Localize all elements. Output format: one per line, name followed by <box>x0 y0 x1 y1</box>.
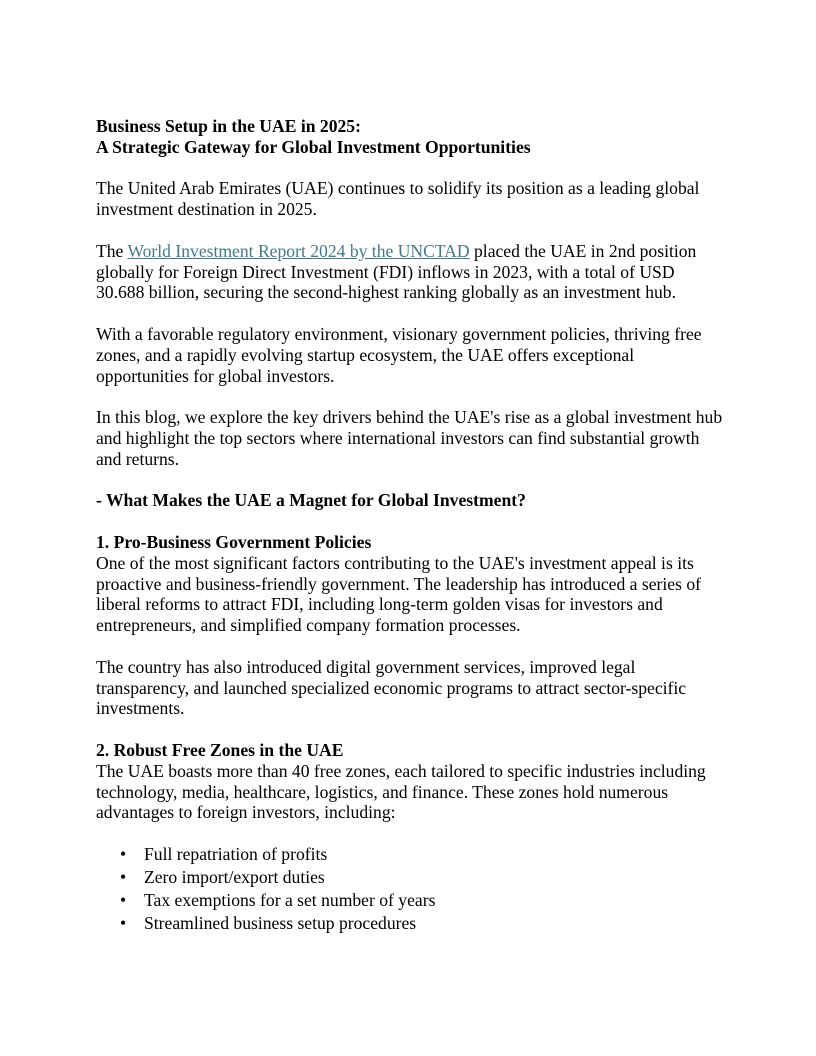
list-item <box>120 890 726 911</box>
section-2-heading: 2. Robust Free Zones in the UAE <box>96 739 344 760</box>
list-item <box>120 867 726 888</box>
list-item-text: Full repatriation of profits <box>144 843 328 864</box>
list-item-text: Zero import/export duties <box>144 867 325 888</box>
section-1-paragraph-1: One of the most significant factors contributing to the UAE's investment appeal is its proactive and business-friendly government. The leadership has introduced a series of liberal reforms to attract FDI, including long-term golden visas for investors and entrepreneurs, and simplified company formation processes. <box>96 552 701 636</box>
document-title <box>96 116 726 158</box>
section-1-paragraph-2: The country has also introduced digital government services, improved legal transparency, and launched specialized economic programs to attract sector-specific investments. <box>96 656 687 719</box>
fdi-text-after: placed the UAE in 2nd position globally for Foreign Direct Investment (FDI) inflows in 2023, with a total of USD 30.688 billion, securing the second-highest ranking globally as an investment hub. <box>96 240 697 303</box>
list-item <box>120 844 726 865</box>
title-line-1: Business Setup in the UAE in 2025: <box>96 116 361 136</box>
free-zone-advantages-list <box>96 844 726 934</box>
intro-paragraph: The United Arab Emirates (UAE) continues to solidify its position as a leading global investment destination in 2025. <box>96 178 700 220</box>
favorable-paragraph: With a favorable regulatory environment, visionary government policies, thriving free zones, and a rapidly evolving startup ecosystem, the UAE offers exceptional opportunities for global investors. <box>96 323 702 386</box>
bullet-icon: • <box>120 890 127 911</box>
document-page <box>96 116 726 937</box>
fdi-text-before: The <box>96 240 128 261</box>
list-item-text: Tax exemptions for a set number of years <box>144 890 436 911</box>
blog-paragraph: In this blog, we explore the key drivers behind the UAE's rise as a global investment hub and highlight the top sectors where international investors can find substantial growth and returns. <box>96 407 723 469</box>
bullet-icon: • <box>120 843 127 864</box>
section-heading: - What Makes the UAE a Magnet for Global Investment? <box>96 490 526 511</box>
title-line-2: A Strategic Gateway for Global Investment Opportunities <box>96 136 531 157</box>
bullet-icon: • <box>120 913 127 934</box>
fdi-paragraph <box>96 241 726 303</box>
unctad-report-link[interactable]: World Investment Report 2024 by the UNCTAD <box>127 240 470 261</box>
bullet-icon: • <box>120 867 127 888</box>
section-2-paragraph: The UAE boasts more than 40 free zones, each tailored to specific industries including technology, media, healthcare, logistics, and finance. These zones hold numerous advantages to foreign investors, including: <box>96 760 706 823</box>
list-item-text: Streamlined business setup procedures <box>144 913 417 934</box>
section-1-heading: 1. Pro-Business Government Policies <box>96 531 372 552</box>
list-item <box>120 913 726 934</box>
